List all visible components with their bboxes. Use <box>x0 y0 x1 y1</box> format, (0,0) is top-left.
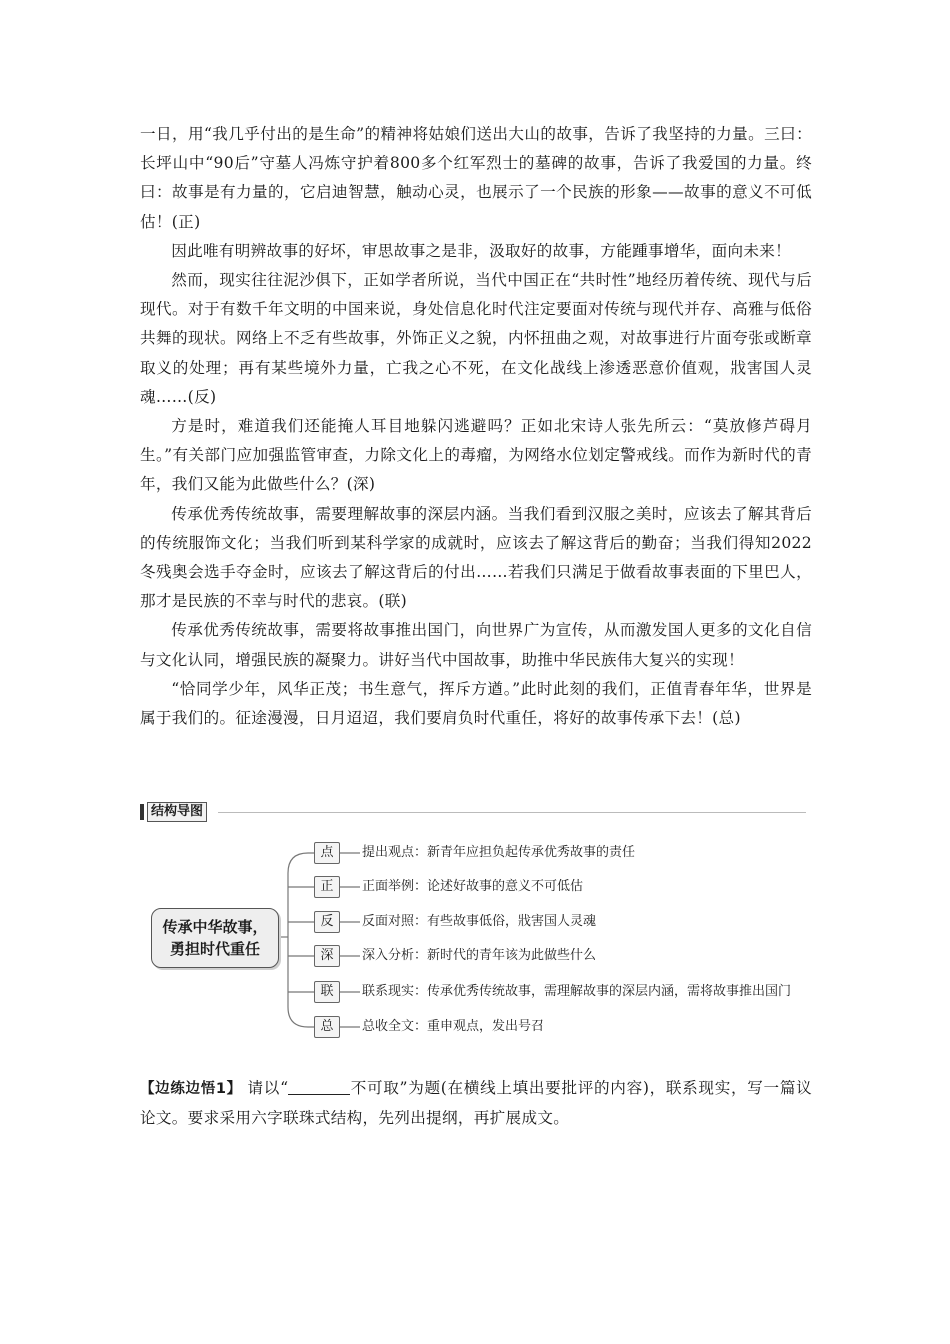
practice-prompt <box>140 1074 812 1133</box>
paragraph: “恰同学少年，风华正茂；书生意气，挥斥方遒。”此时此刻的我们，正值青春年华，世界是属于我们的。征途漫漫，日月迢迢，我们要肩负时代重任，将好的故事传承下去！(总) <box>140 679 812 728</box>
branch-tag: 正 <box>314 876 340 898</box>
paragraph: 传承优秀传统故事，需要将故事推出国门，向世界广为宣传，从而激发国人更多的文化自信与文化认同，增强民族的凝聚力。讲好当代中国故事，助推中华民族伟大复兴的实现！ <box>140 621 812 669</box>
branch-tag: 点 <box>314 842 340 864</box>
section-marker <box>140 804 144 820</box>
practice-text-before: 请以“ <box>247 1079 289 1097</box>
branch-text: 反面对照：有些故事低俗，戕害国人灵魂 <box>362 914 597 929</box>
branch-tag: 联 <box>314 981 340 1003</box>
root-line-2: 勇担时代重任 <box>169 940 260 958</box>
branch-text: 提出观点：新青年应担负起传承优秀故事的责任 <box>362 845 636 860</box>
essay-text <box>140 120 812 733</box>
practice-text-after: 不可取”为题(在横线上填出要批评的内容)，联系现实，写一篇议论文。要求采用六字联珠式结构，先列出提纲，再扩展成文。 <box>140 1079 812 1128</box>
section-title: 结构导图 <box>147 802 207 822</box>
branch-tag: 深 <box>314 945 340 967</box>
paragraph: 一日，用“我几乎付出的是生命”的精神将姑娘们送出大山的故事，告诉了我坚持的力量。三曰：长坪山中“90后”守墓人冯炼守护着800多个红军烈士的墓碑的故事，告诉了我爱国的力量。终曰：故事是有力量的，它启迪智慧，触动心灵，也展示了一个民族的形象——故事的意义不可低估！(正) <box>140 125 812 231</box>
branch-text: 深入分析：新时代的青年该为此做些什么 <box>362 948 597 963</box>
branch-tag: 反 <box>314 911 340 933</box>
branch-text: 总收全文：重申观点，发出号召 <box>362 1019 545 1034</box>
section-header <box>140 802 806 822</box>
branch-tag: 总 <box>314 1016 340 1038</box>
branch-text: 正面举例：论述好故事的意义不可低估 <box>362 879 584 894</box>
paragraph: 然而，现实往往泥沙俱下，正如学者所说，当代中国正在“共时性”地经历着传统、现代与后现代。对于有数千年文明的中国来说，身处信息化时代注定要面对传统与现代并存、高雅与低俗共舞的现状。网络上不乏有些故事，外饰正义之貌，内怀扭曲之观，对故事进行片面夸张或断章取义的处理；再有某些境外力量，亡我之心不死，在文化战线上渗透恶意价值观，戕害国人灵魂……(反) <box>140 271 812 406</box>
paragraph: 传承优秀传统故事，需要理解故事的深层内涵。当我们看到汉服之美时，应该去了解其背后的传统服饰文化；当我们听到某科学家的成就时，应该去了解这背后的勤奋；当我们得知2022冬残奥会选手夺金时，应该去了解这背后的付出……若我们只满足于做看故事表面的下里巴人，那才是民族的不幸与时代的悲哀。(联) <box>140 504 812 611</box>
structure-mindmap <box>140 835 820 1045</box>
root-line-1: 传承中华故事， <box>162 918 268 936</box>
practice-label: 【边练边悟1】 <box>140 1081 242 1097</box>
fill-blank-line <box>288 1078 350 1095</box>
mindmap-root <box>151 908 279 968</box>
section-divider <box>218 812 806 813</box>
paragraph: 因此唯有明辨故事的好坏，审思故事之是非，汲取好的故事，方能踵事增华，面向未来！ <box>171 241 792 260</box>
branch-text: 联系现实：传承优秀传统故事，需理解故事的深层内涵，需将故事推出国门 <box>362 984 792 999</box>
paragraph: 方是时，难道我们还能掩人耳目地躲闪逃避吗？正如北宋诗人张先所云：“莫放修芦碍月生。”有关部门应加强监管审查，力除文化上的毒瘤，为网络水位划定警戒线。而作为新时代的青年，我们又能为此做些什么？(深) <box>140 417 812 494</box>
